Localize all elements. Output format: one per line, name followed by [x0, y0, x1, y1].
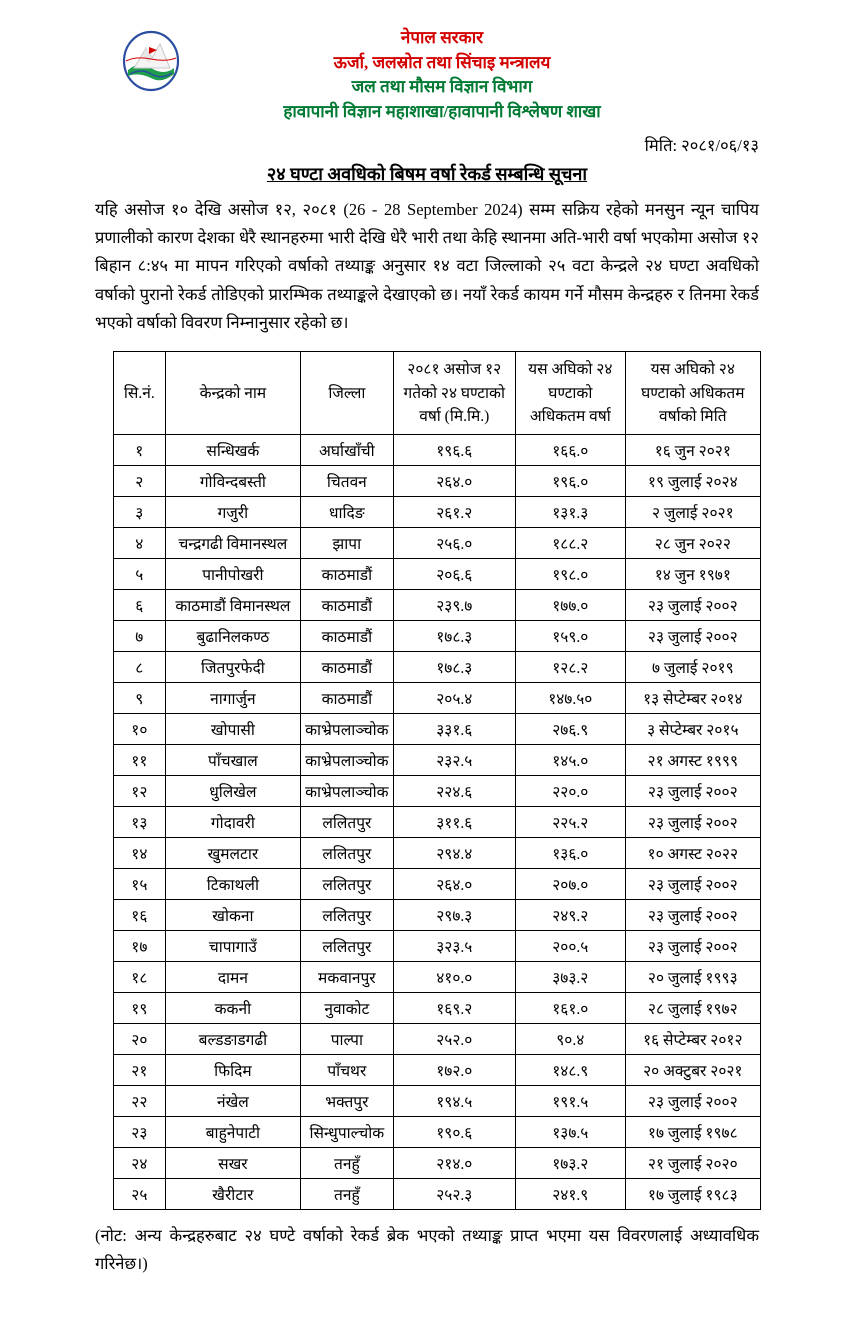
table-cell: २३ जुलाई २००२ [625, 621, 760, 652]
table-cell: २३ जुलाई २००२ [625, 869, 760, 900]
table-cell: काठमाडौं [301, 621, 393, 652]
table-cell: २३२.५ [393, 745, 515, 776]
table-cell: १७ जुलाई १९८३ [625, 1179, 760, 1210]
table-cell: ११ [114, 745, 166, 776]
table-cell: २३ जुलाई २००२ [625, 900, 760, 931]
table-row [114, 807, 761, 838]
table-cell: २६४.० [393, 466, 515, 497]
table-cell: ललितपुर [301, 869, 393, 900]
table-cell: १३१.३ [515, 497, 625, 528]
table-cell: २१ जुलाई २०२० [625, 1148, 760, 1179]
table-cell: २१ [114, 1055, 166, 1086]
table-row [114, 435, 761, 466]
table-cell: १७७.० [515, 590, 625, 621]
table-cell: तनहुँ [301, 1148, 393, 1179]
table-cell: २०५.४ [393, 683, 515, 714]
table-cell: ककनी [165, 993, 300, 1024]
table-row [114, 1117, 761, 1148]
table-cell: ६ [114, 590, 166, 621]
table-cell: धुलिखेल [165, 776, 300, 807]
table-cell: ललितपुर [301, 900, 393, 931]
intro-paragraph: यहि असोज १० देखि असोज १२, २०८१ (26 - 28 September 2024) सम्म सक्रिय रहेको मनसुन न्यून चापिय प्रणालीको कारण देशका धेरै स्थानहरुमा भारी देखि धेरै भारी तथा केहि स्थानमा अति-भारी वर्षा भएकोमा असोज १२ बिहान ८:४५ मा मापन गरिएको वर्षाको तथ्याङ्क अनुसार १४ वटा जिल्लाको २५ वटा केन्द्रले २४ घण्टा अवधिको वर्षाको पुरानो रेकर्ड तोडिएको प्रारम्भिक तथ्याङ्कले देखाएको छ। नयाँ रेकर्ड कायम गर्ने मौसम केन्द्रहरु र तिनमा रेकर्ड भएको वर्षाको विवरण निम्नानुसार रहेको छ। [95, 199, 759, 333]
table-cell: १८८.२ [515, 528, 625, 559]
table-cell: धादिङ [301, 497, 393, 528]
col-header-station: केन्द्रको नाम [165, 352, 300, 435]
table-cell: १७८.३ [393, 621, 515, 652]
table-row [114, 466, 761, 497]
table-cell: ३३१.६ [393, 714, 515, 745]
ministry-name: ऊर्जा, जलस्रोत तथा सिंचाइ मन्त्रालय [333, 52, 551, 72]
table-cell: २१ अगस्ट १९९९ [625, 745, 760, 776]
table-cell: २० [114, 1024, 166, 1055]
table-cell: १९ जुलाई २०२४ [625, 466, 760, 497]
table-cell: गजुरी [165, 497, 300, 528]
col-header-previous-max-date: यस अघिको २४ घण्टाको अधिकतम वर्षाको मिति [625, 352, 760, 435]
table-cell: काठमाडौं [301, 683, 393, 714]
table-cell: १७२.० [393, 1055, 515, 1086]
table-cell: १६ जुन २०२१ [625, 435, 760, 466]
table-cell: २४ [114, 1148, 166, 1179]
table-cell: १७३.२ [515, 1148, 625, 1179]
table-cell: ४ [114, 528, 166, 559]
table-cell: खुमलटार [165, 838, 300, 869]
table-row [114, 683, 761, 714]
table-cell: २३ जुलाई २००२ [625, 590, 760, 621]
table-cell: ललितपुर [301, 931, 393, 962]
table-cell: १० अगस्ट २०२२ [625, 838, 760, 869]
table-row [114, 1148, 761, 1179]
table-cell: २५ [114, 1179, 166, 1210]
table-cell: २३ [114, 1117, 166, 1148]
rainfall-records-table [113, 351, 761, 1210]
table-row [114, 869, 761, 900]
col-header-rainfall: २०८१ असोज १२ गतेको २४ घण्टाको वर्षा (मि.मि.) [393, 352, 515, 435]
table-cell: मकवानपुर [301, 962, 393, 993]
table-cell: २० जुलाई १९९३ [625, 962, 760, 993]
table-cell: १० [114, 714, 166, 745]
table-row [114, 931, 761, 962]
table-cell: ३ सेप्टेम्बर २०१५ [625, 714, 760, 745]
table-cell: २५२.३ [393, 1179, 515, 1210]
table-cell: काभ्रेपलाञ्चोक [301, 745, 393, 776]
table-cell: १५९.० [515, 621, 625, 652]
table-row [114, 714, 761, 745]
table-cell: ७ [114, 621, 166, 652]
footer-note: (नोट: अन्य केन्द्रहरुबाट २४ घण्टे वर्षाको रेकर्ड ब्रेक भएको तथ्याङ्क प्राप्त भएमा यस विवरणलाई अध्यावधिक गरिनेछ।) [95, 1226, 759, 1274]
table-cell: चन्द्रगढी विमानस्थल [165, 528, 300, 559]
table-cell: २००.५ [515, 931, 625, 962]
table-cell: २१४.० [393, 1148, 515, 1179]
table-cell: १७ जुलाई १९७८ [625, 1117, 760, 1148]
table-cell: २२५.२ [515, 807, 625, 838]
table-cell: १४८.९ [515, 1055, 625, 1086]
page-title: २४ घण्टा अवधिको बिषम वर्षा रेकर्ड सम्बन्धि सूचना [266, 163, 588, 184]
table-cell: काठमाडौं विमानस्थल [165, 590, 300, 621]
table-cell: काठमाडौं [301, 559, 393, 590]
table-cell: १२ [114, 776, 166, 807]
table-cell: २६१.२ [393, 497, 515, 528]
table-row [114, 497, 761, 528]
table-cell: ७ जुलाई २०१९ [625, 652, 760, 683]
table-cell: २३ जुलाई २००२ [625, 931, 760, 962]
table-cell: २३ जुलाई २००२ [625, 807, 760, 838]
table-cell: नागार्जुन [165, 683, 300, 714]
table-cell: २०६.६ [393, 559, 515, 590]
table-cell: ५ [114, 559, 166, 590]
table-cell: १६ सेप्टेम्बर २०१२ [625, 1024, 760, 1055]
table-cell: २ [114, 466, 166, 497]
table-cell: ललितपुर [301, 807, 393, 838]
table-row [114, 962, 761, 993]
table-cell: ३२३.५ [393, 931, 515, 962]
table-cell: ४१०.० [393, 962, 515, 993]
table-cell: जितपुरफेदी [165, 652, 300, 683]
table-cell: २०७.० [515, 869, 625, 900]
table-cell: गोविन्दबस्ती [165, 466, 300, 497]
table-cell: काभ्रेपलाञ्चोक [301, 714, 393, 745]
table-cell: १९६.० [515, 466, 625, 497]
table-cell: २९७.३ [393, 900, 515, 931]
table-cell: १७८.३ [393, 652, 515, 683]
table-cell: १३ सेप्टेम्बर २०१४ [625, 683, 760, 714]
table-cell: नंखेल [165, 1086, 300, 1117]
table-cell: ३११.६ [393, 807, 515, 838]
table-row [114, 1086, 761, 1117]
table-cell: ९ [114, 683, 166, 714]
table-cell: १९८.० [515, 559, 625, 590]
table-cell: २४१.९ [515, 1179, 625, 1210]
table-cell: २८ जुन २०२२ [625, 528, 760, 559]
table-cell: गोदावरी [165, 807, 300, 838]
table-cell: २९४.४ [393, 838, 515, 869]
table-cell: पाल्पा [301, 1024, 393, 1055]
letterhead [95, 26, 759, 125]
table-cell: खोपासी [165, 714, 300, 745]
table-cell: सखर [165, 1148, 300, 1179]
table-cell: २५६.० [393, 528, 515, 559]
table-cell: पाँचथर [301, 1055, 393, 1086]
table-cell: १६ [114, 900, 166, 931]
table-header-row [114, 352, 761, 435]
table-row [114, 776, 761, 807]
table-row [114, 528, 761, 559]
table-cell: पाँचखाल [165, 745, 300, 776]
table-cell: १६९.२ [393, 993, 515, 1024]
table-cell: ३ [114, 497, 166, 528]
table-row [114, 838, 761, 869]
table-row [114, 590, 761, 621]
table-cell: १४७.५० [515, 683, 625, 714]
table-row [114, 993, 761, 1024]
table-cell: १४ जुन १९७१ [625, 559, 760, 590]
nepal-government-emblem-icon [122, 30, 180, 92]
table-cell: २३९.७ [393, 590, 515, 621]
table-cell: २८ जुलाई १९७२ [625, 993, 760, 1024]
table-cell: चितवन [301, 466, 393, 497]
table-cell: १९ [114, 993, 166, 1024]
table-cell: बल्डङाडगढी [165, 1024, 300, 1055]
table-cell: बुढानिलकण्ठ [165, 621, 300, 652]
table-cell: १८ [114, 962, 166, 993]
table-cell: भक्तपुर [301, 1086, 393, 1117]
table-cell: पानीपोखरी [165, 559, 300, 590]
table-cell: सिन्धुपाल्चोक [301, 1117, 393, 1148]
table-cell: १ [114, 435, 166, 466]
table-cell: फिदिम [165, 1055, 300, 1086]
table-cell: १९४.५ [393, 1086, 515, 1117]
table-cell: २७६.९ [515, 714, 625, 745]
table-cell: २३ जुलाई २००२ [625, 776, 760, 807]
table-cell: १६६.० [515, 435, 625, 466]
table-cell: ललितपुर [301, 838, 393, 869]
table-body [114, 435, 761, 1210]
table-cell: झापा [301, 528, 393, 559]
table-cell: खोकना [165, 900, 300, 931]
table-cell: तनहुँ [301, 1179, 393, 1210]
table-cell: २६४.० [393, 869, 515, 900]
table-cell: २ जुलाई २०२१ [625, 497, 760, 528]
table-cell: ८ [114, 652, 166, 683]
table-cell: २२ [114, 1086, 166, 1117]
government-name: नेपाल सरकार [400, 28, 484, 47]
table-cell: १९१.५ [515, 1086, 625, 1117]
table-cell: दामन [165, 962, 300, 993]
table-cell: १९०.६ [393, 1117, 515, 1148]
table-cell: १३ [114, 807, 166, 838]
table-header [114, 352, 761, 435]
table-cell: १९६.६ [393, 435, 515, 466]
table-cell: १२८.२ [515, 652, 625, 683]
table-cell: २० अक्टुबर २०२१ [625, 1055, 760, 1086]
table-row [114, 1024, 761, 1055]
table-row [114, 1179, 761, 1210]
col-header-district: जिल्ला [301, 352, 393, 435]
document-date: मिति: २०८१/०६/१३ [644, 135, 759, 155]
col-header-serial: सि.नं. [114, 352, 166, 435]
table-cell: १५ [114, 869, 166, 900]
table-cell: १३७.५ [515, 1117, 625, 1148]
division-name: हावापानी विज्ञान महाशाखा/हावापानी विश्लेषण शाखा [283, 101, 601, 121]
table-cell: ९०.४ [515, 1024, 625, 1055]
table-cell: २५२.० [393, 1024, 515, 1055]
department-name: जल तथा मौसम विज्ञान विभाग [351, 77, 533, 97]
table-cell: खैरीटार [165, 1179, 300, 1210]
table-cell: २४९.२ [515, 900, 625, 931]
table-cell: १४ [114, 838, 166, 869]
table-cell: २३ जुलाई २००२ [625, 1086, 760, 1117]
table-cell: काभ्रेपलाञ्चोक [301, 776, 393, 807]
table-cell: नुवाकोट [301, 993, 393, 1024]
table-cell: सन्धिखर्क [165, 435, 300, 466]
table-cell: १४५.० [515, 745, 625, 776]
table-cell: २२४.६ [393, 776, 515, 807]
table-cell: २२०.० [515, 776, 625, 807]
table-row [114, 1055, 761, 1086]
table-cell: ३७३.२ [515, 962, 625, 993]
table-cell: टिकाथली [165, 869, 300, 900]
table-row [114, 559, 761, 590]
table-cell: १६१.० [515, 993, 625, 1024]
table-cell: चापागाउँ [165, 931, 300, 962]
table-cell: काठमाडौं [301, 590, 393, 621]
table-cell: १७ [114, 931, 166, 962]
table-row [114, 621, 761, 652]
table-row [114, 900, 761, 931]
table-cell: बाहुनेपाटी [165, 1117, 300, 1148]
table-row [114, 745, 761, 776]
table-cell: अर्घाखाँची [301, 435, 393, 466]
table-cell: १३६.० [515, 838, 625, 869]
table-row [114, 652, 761, 683]
table-cell: काठमाडौं [301, 652, 393, 683]
col-header-previous-max: यस अघिको २४ घण्टाको अधिकतम वर्षा [515, 352, 625, 435]
